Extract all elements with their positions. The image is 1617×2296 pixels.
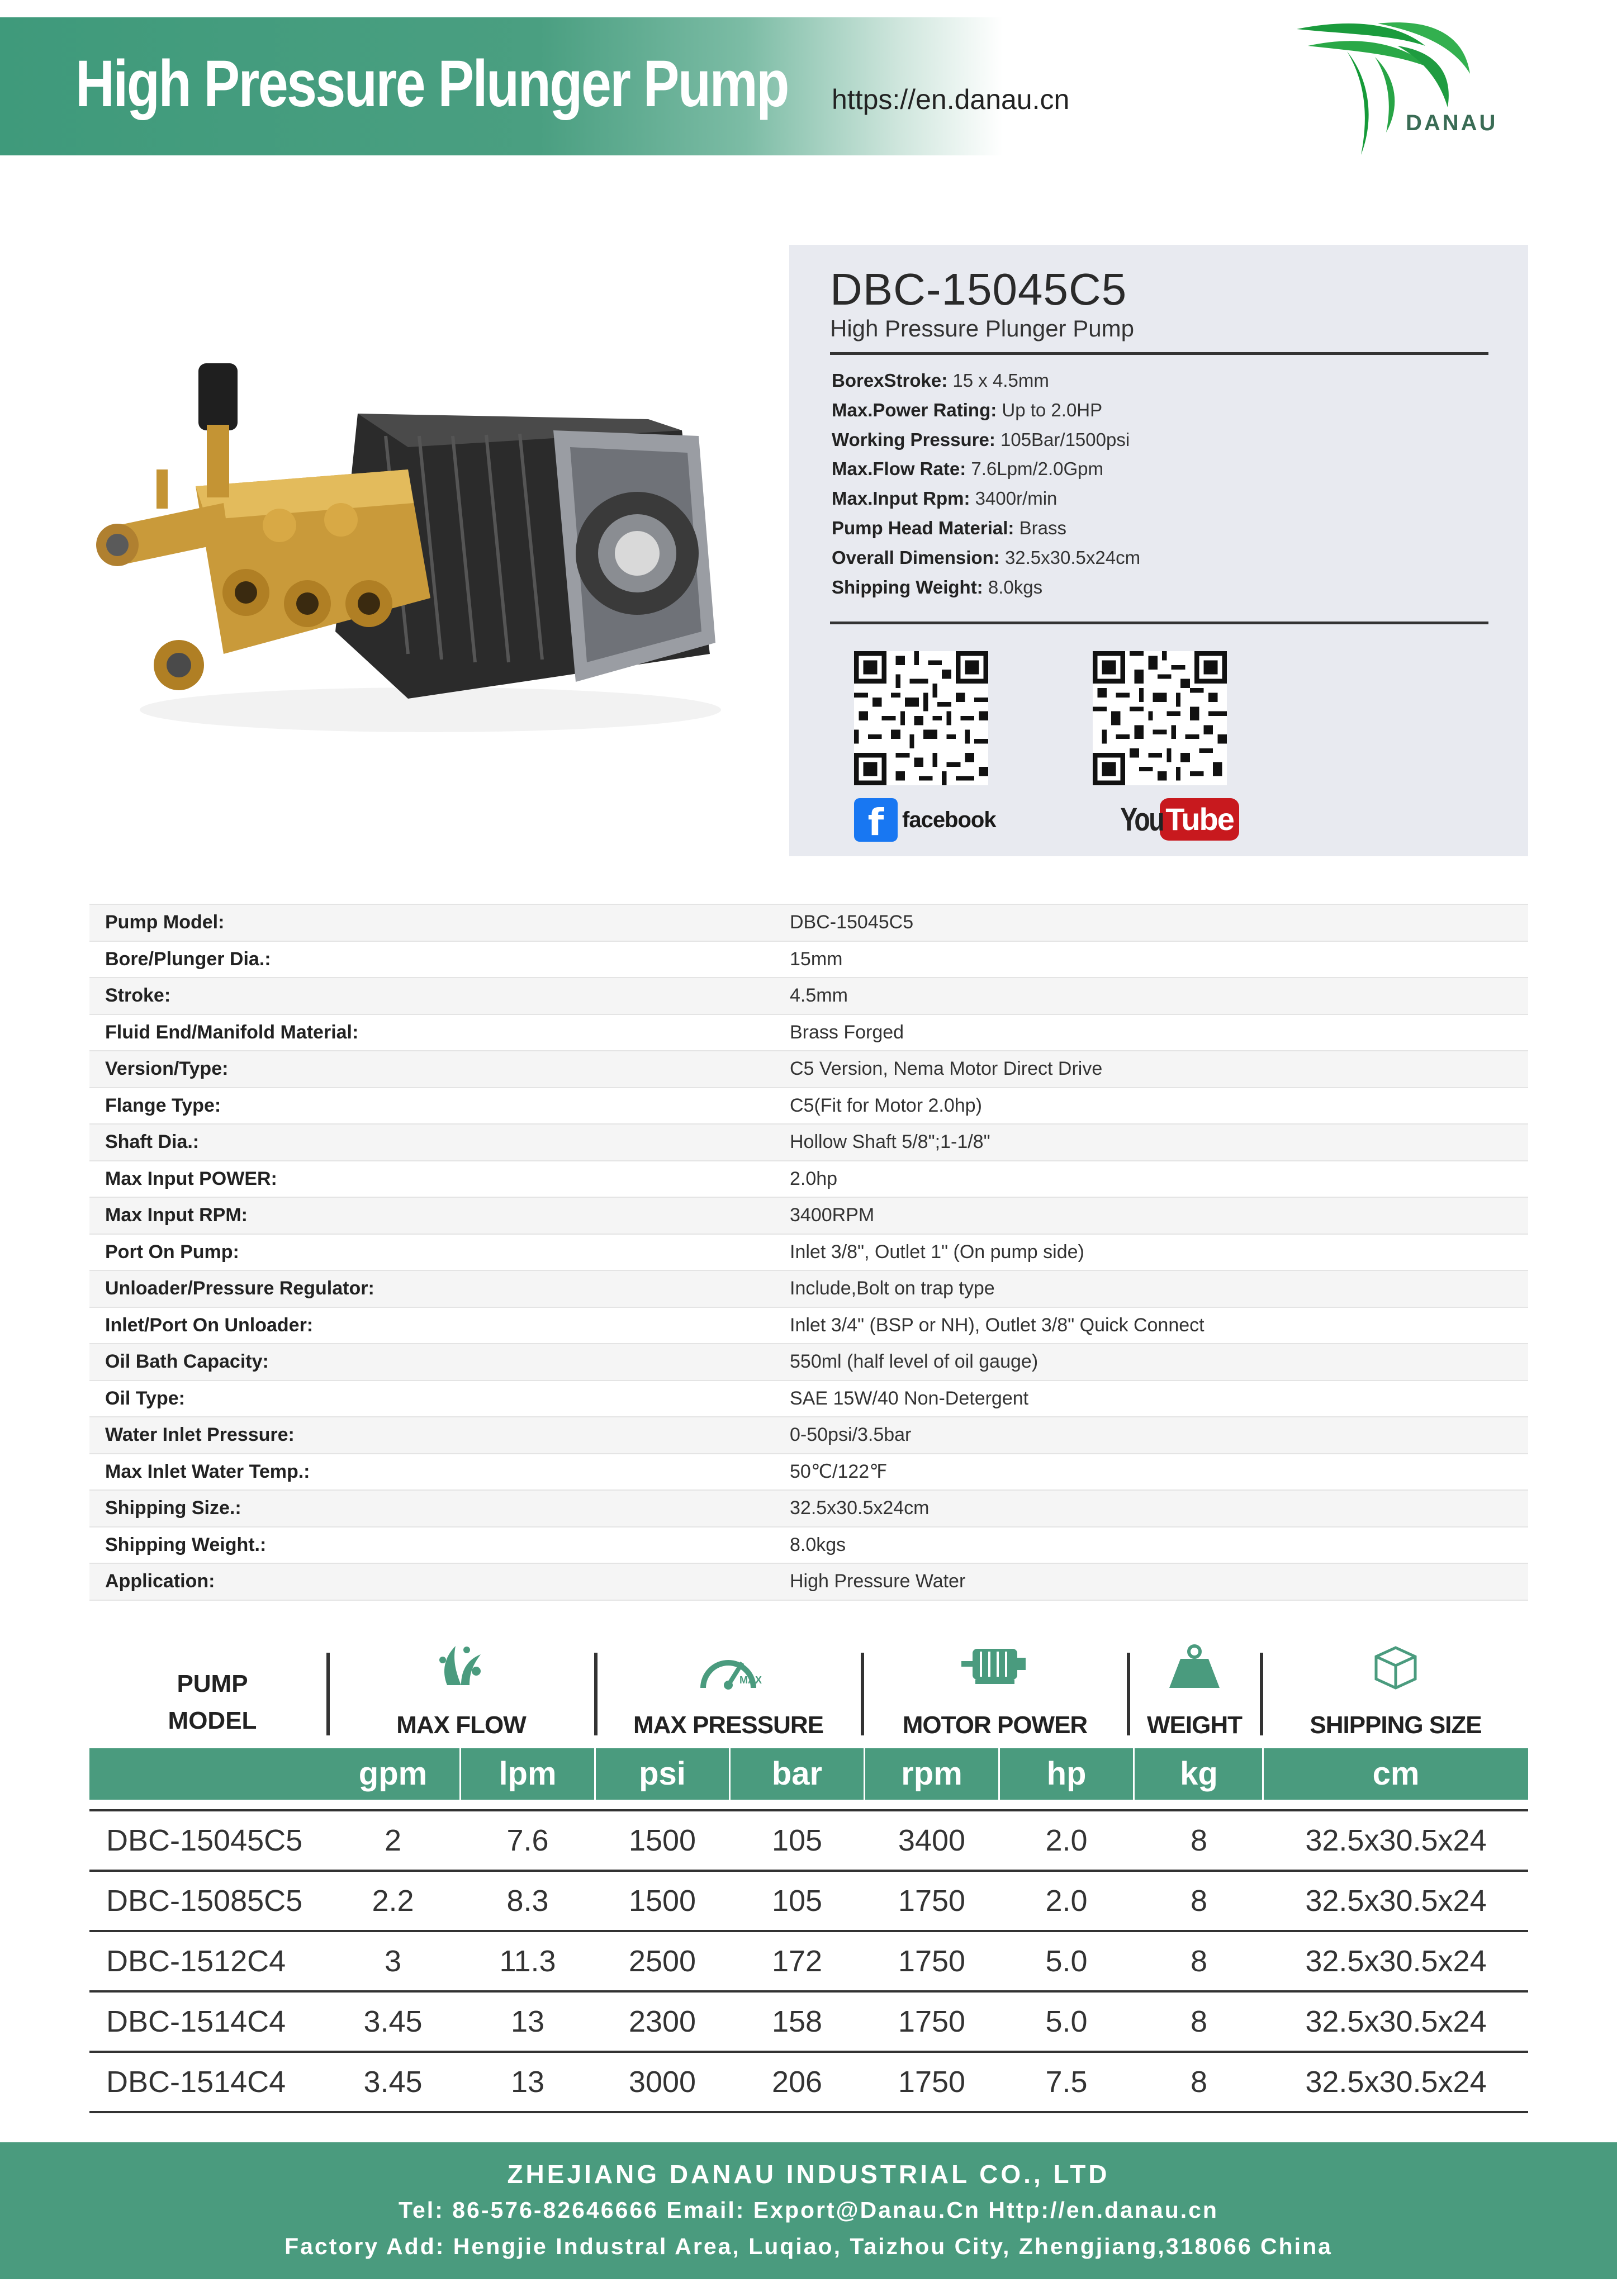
spec-line: Pump Head Material: Brass (832, 517, 1066, 538)
cell-rpm: 1750 (898, 2065, 966, 2099)
unit-cm: cm (1372, 1756, 1420, 1792)
cell-bar: 172 (771, 1944, 823, 1978)
detail-value: 550ml (half level of oil gauge) (790, 1344, 1528, 1381)
unit-lpm: lpm (499, 1756, 557, 1792)
detail-row (89, 1161, 1528, 1198)
detail-row (89, 1124, 1528, 1161)
table-row (89, 2051, 1528, 2113)
detail-row (89, 978, 1528, 1014)
unit-bar: bar (771, 1756, 823, 1792)
unit-rpm: rpm (901, 1756, 962, 1792)
facebook-icon: f (854, 798, 898, 842)
detail-row (89, 1563, 1528, 1600)
detail-value: 3400RPM (790, 1197, 1528, 1234)
cell-kg: 8 (1190, 1824, 1208, 1857)
website-link[interactable]: https://en.danau.cn (832, 84, 1070, 115)
detail-row (89, 1490, 1528, 1527)
detail-value: Hollow Shaft 5/8";1-1/8" (790, 1124, 1528, 1161)
detail-label: Flange Type: (89, 1088, 790, 1125)
detail-row (89, 1454, 1528, 1491)
detail-spec-table (89, 904, 1528, 1601)
cell-model: DBC-15085C5 (106, 1884, 303, 1918)
cell-cm: 32.5x30.5x24 (1305, 1824, 1487, 1857)
cell-bar: 105 (771, 1824, 823, 1857)
detail-value: SAE 15W/40 Non-Detergent (790, 1381, 1528, 1417)
detail-label: Shaft Dia.: (89, 1124, 790, 1161)
detail-label: Water Inlet Pressure: (89, 1417, 790, 1454)
cell-hp: 5.0 (1045, 2005, 1088, 2038)
pump-model-heading: PUMP MODEL (168, 1670, 257, 1734)
detail-row (89, 904, 1528, 941)
cell-gpm: 3.45 (363, 2065, 423, 2099)
detail-label: Unloader/Pressure Regulator: (89, 1270, 790, 1307)
cell-gpm: 3.45 (363, 2005, 423, 2038)
detail-label: Oil Type: (89, 1381, 790, 1417)
footer-company: ZHEJIANG DANAU INDUSTRIAL CO., LTD (507, 2160, 1110, 2189)
unit-gpm: gpm (358, 1756, 428, 1792)
spec-line: Max.Power Rating: Up to 2.0HP (832, 399, 1103, 420)
detail-value: 8.0kgs (790, 1527, 1528, 1564)
unit-hp: hp (1046, 1756, 1087, 1792)
detail-label: Shipping Weight.: (89, 1527, 790, 1564)
cell-gpm: 2.2 (372, 1884, 414, 1918)
detail-value: C5(Fit for Motor 2.0hp) (790, 1088, 1528, 1125)
footer-contact: Tel: 86-576-82646666 Email: Export@Danau.Cn Http://en.danau.cn (399, 2197, 1218, 2223)
detail-row (89, 1527, 1528, 1564)
detail-label: Max Inlet Water Temp.: (89, 1454, 790, 1491)
shipping-size-heading: SHIPPING SIZE (1263, 1638, 1528, 1741)
unloader-valve-icon (96, 363, 238, 690)
detail-value: C5 Version, Nema Motor Direct Drive (790, 1051, 1528, 1088)
detail-label: Fluid End/Manifold Material: (89, 1014, 790, 1051)
spec-line: Shipping Weight: 8.0kgs (832, 576, 1043, 597)
cell-bar: 158 (771, 2005, 823, 2038)
detail-label: Inlet/Port On Unloader: (89, 1307, 790, 1344)
youtube-tube-label: Tube (1160, 798, 1239, 841)
table-row (89, 1870, 1528, 1930)
detail-value: 0-50psi/3.5bar (790, 1417, 1528, 1454)
spec-line: Max.Input Rpm: 3400r/min (832, 488, 1058, 509)
cell-hp: 5.0 (1045, 1944, 1088, 1978)
detail-value: Include,Bolt on trap type (790, 1270, 1528, 1307)
youtube-you-label: You (1120, 801, 1164, 838)
divider (830, 352, 1488, 355)
cell-gpm: 3 (384, 1944, 402, 1978)
cell-rpm: 1750 (898, 1944, 966, 1978)
detail-label: Stroke: (89, 978, 790, 1014)
cell-model: DBC-1512C4 (106, 1944, 286, 1978)
detail-row (89, 1417, 1528, 1454)
cell-kg: 8 (1190, 2005, 1208, 2038)
cell-cm: 32.5x30.5x24 (1305, 2005, 1487, 2038)
cell-psi: 1500 (628, 1884, 696, 1918)
cell-psi: 1500 (628, 1824, 696, 1857)
cell-model: DBC-1514C4 (106, 2005, 286, 2038)
cell-cm: 32.5x30.5x24 (1305, 1944, 1487, 1978)
facebook-qr-code-icon[interactable] (854, 651, 988, 785)
cell-kg: 8 (1190, 1944, 1208, 1978)
model-comparison-table (89, 1809, 1528, 2113)
cell-hp: 2.0 (1045, 1824, 1088, 1857)
detail-label: Application: (89, 1563, 790, 1600)
detail-value: Brass Forged (790, 1014, 1528, 1051)
spec-line: Working Pressure: 105Bar/1500psi (832, 429, 1130, 450)
detail-row (89, 1307, 1528, 1344)
table-row (89, 1809, 1528, 1870)
facebook-label: facebook (902, 807, 996, 832)
detail-value: 4.5mm (790, 978, 1528, 1014)
cell-lpm: 13 (510, 2005, 545, 2038)
table-row (89, 1990, 1528, 2051)
detail-row (89, 1088, 1528, 1125)
detail-value: 32.5x30.5x24cm (790, 1490, 1528, 1527)
detail-value: DBC-15045C5 (790, 904, 1528, 941)
detail-label: Pump Model: (89, 904, 790, 941)
cell-psi: 2300 (628, 2005, 696, 2038)
units-header-bar (89, 1748, 1528, 1800)
detail-label: Shipping Size.: (89, 1490, 790, 1527)
cell-cm: 32.5x30.5x24 (1305, 2065, 1487, 2099)
weight-heading: WEIGHT (1130, 1638, 1259, 1741)
detail-label: Port On Pump: (89, 1234, 790, 1271)
detail-value: 50℃/122℉ (790, 1454, 1528, 1491)
footer (0, 2142, 1617, 2279)
cell-hp: 2.0 (1045, 1884, 1088, 1918)
electric-motor-icon (959, 1643, 1031, 1688)
detail-label: Version/Type: (89, 1051, 790, 1088)
logo-text: DANAU (1406, 111, 1498, 135)
detail-row (89, 1014, 1528, 1051)
weight-icon (1166, 1643, 1222, 1691)
cell-rpm: 1750 (898, 2005, 966, 2038)
pump-product-image (95, 341, 749, 743)
detail-row (89, 941, 1528, 978)
detail-row (89, 1381, 1528, 1417)
page-title: High Pressure Plunger Pump (75, 47, 788, 121)
unit-psi: psi (639, 1756, 686, 1792)
detail-value: High Pressure Water (790, 1563, 1528, 1600)
danau-logo-icon (1286, 12, 1498, 163)
motor-power-heading: MOTOR POWER (864, 1638, 1126, 1741)
detail-value: 15mm (790, 941, 1528, 978)
package-box-icon (1371, 1643, 1421, 1691)
water-splash-icon (436, 1643, 486, 1691)
detail-row (89, 1270, 1528, 1307)
spec-list (832, 366, 1480, 602)
spec-line: Max.Flow Rate: 7.6Lpm/2.0Gpm (832, 458, 1103, 480)
detail-row (89, 1234, 1528, 1271)
divider (830, 622, 1488, 624)
cell-rpm: 3400 (898, 1824, 966, 1857)
gauge-label: MAX (739, 1674, 762, 1686)
table-row (89, 1930, 1528, 1990)
cell-psi: 2500 (628, 1944, 696, 1978)
cell-bar: 206 (771, 2065, 823, 2099)
youtube-logo[interactable] (1109, 798, 1239, 841)
detail-label: Oil Bath Capacity: (89, 1344, 790, 1381)
detail-row (89, 1197, 1528, 1234)
cell-bar: 105 (771, 1884, 823, 1918)
cell-model: DBC-15045C5 (106, 1824, 303, 1857)
cell-kg: 8 (1190, 1884, 1208, 1918)
max-pressure-heading: MAX MAX PRESSURE (598, 1638, 859, 1741)
model-subtitle: High Pressure Plunger Pump (830, 315, 1134, 341)
youtube-qr-code-icon[interactable] (1093, 651, 1227, 785)
cell-kg: 8 (1190, 2065, 1208, 2099)
detail-value: Inlet 3/8", Outlet 1" (On pump side) (790, 1234, 1528, 1271)
spec-line: Overall Dimension: 32.5x30.5x24cm (832, 547, 1141, 568)
cell-cm: 32.5x30.5x24 (1305, 1884, 1487, 1918)
cell-lpm: 7.6 (506, 1824, 549, 1857)
cell-gpm: 2 (384, 1824, 402, 1857)
cell-hp: 7.5 (1045, 2065, 1088, 2099)
detail-label: Max Input RPM: (89, 1197, 790, 1234)
model-title: DBC-15045C5 (830, 264, 1127, 314)
detail-label: Bore/Plunger Dia.: (89, 941, 790, 978)
pressure-gauge-icon (698, 1643, 762, 1693)
detail-label: Max Input POWER: (89, 1161, 790, 1198)
cell-model: DBC-1514C4 (106, 2065, 286, 2099)
cell-lpm: 13 (510, 2065, 545, 2099)
detail-row (89, 1051, 1528, 1088)
detail-value: Inlet 3/4" (BSP or NH), Outlet 3/8" Quick Connect (790, 1307, 1528, 1344)
detail-value: 2.0hp (790, 1161, 1528, 1198)
max-flow-heading: MAX FLOW (330, 1638, 592, 1741)
cell-rpm: 1750 (898, 1884, 966, 1918)
facebook-logo[interactable] (854, 798, 996, 842)
cell-lpm: 11.3 (499, 1944, 556, 1978)
cell-lpm: 8.3 (506, 1884, 549, 1918)
unit-kg: kg (1180, 1756, 1218, 1792)
spec-line: BorexStroke: 15 x 4.5mm (832, 370, 1049, 391)
detail-row (89, 1344, 1528, 1381)
cell-psi: 3000 (628, 2065, 696, 2099)
footer-address: Factory Add: Hengjie Industral Area, Luqiao, Taizhou City, Zhengjiang,318066 China (284, 2233, 1333, 2259)
